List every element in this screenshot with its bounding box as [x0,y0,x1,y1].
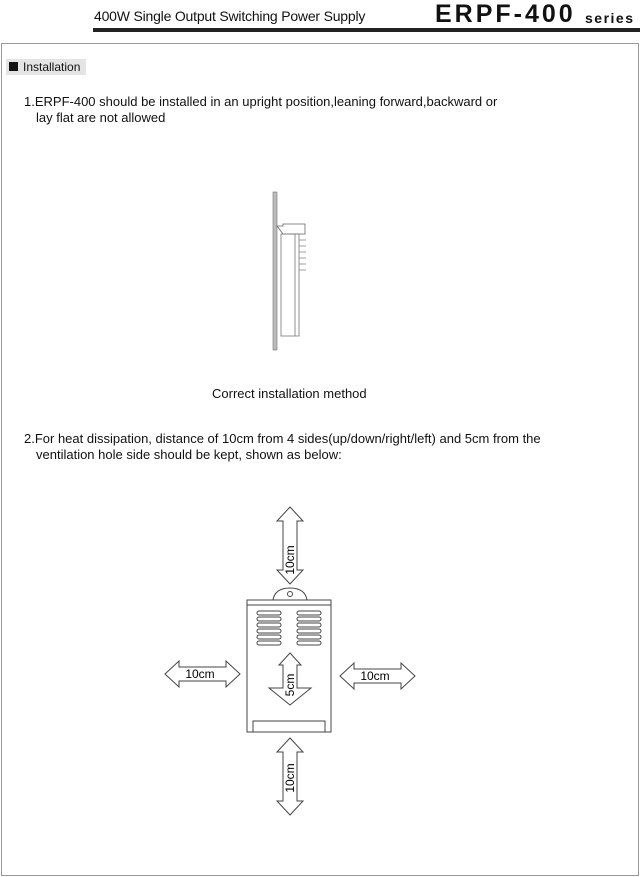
section-title: Installation [23,60,81,74]
top-clearance-label: 10cm [283,545,297,575]
vent-clearance-label: 5cm [283,673,297,697]
installation-caption: Correct installation method [212,386,367,401]
instruction-2-line1: 2.For heat dissipation, distance of 10cm from 4 sides(up/down/right/left) and 5cm from the [24,431,541,446]
bottom-clearance-label: 10cm [283,763,297,793]
model-name: ERPF-400 [435,0,576,28]
instruction-2-line2: ventilation hole side should be kept, shown as below: [36,447,342,462]
left-clearance-label: 10cm [185,667,215,681]
series-label: series [585,10,635,26]
instruction-1-line2: lay flat are not allowed [36,110,166,125]
right-clearance-label: 10cm [360,669,390,683]
instruction-1-line1: 1.ERPF-400 should be installed in an upright position,leaning forward,backward or [24,94,498,109]
document-subtitle: 400W Single Output Switching Power Supply [94,8,366,24]
